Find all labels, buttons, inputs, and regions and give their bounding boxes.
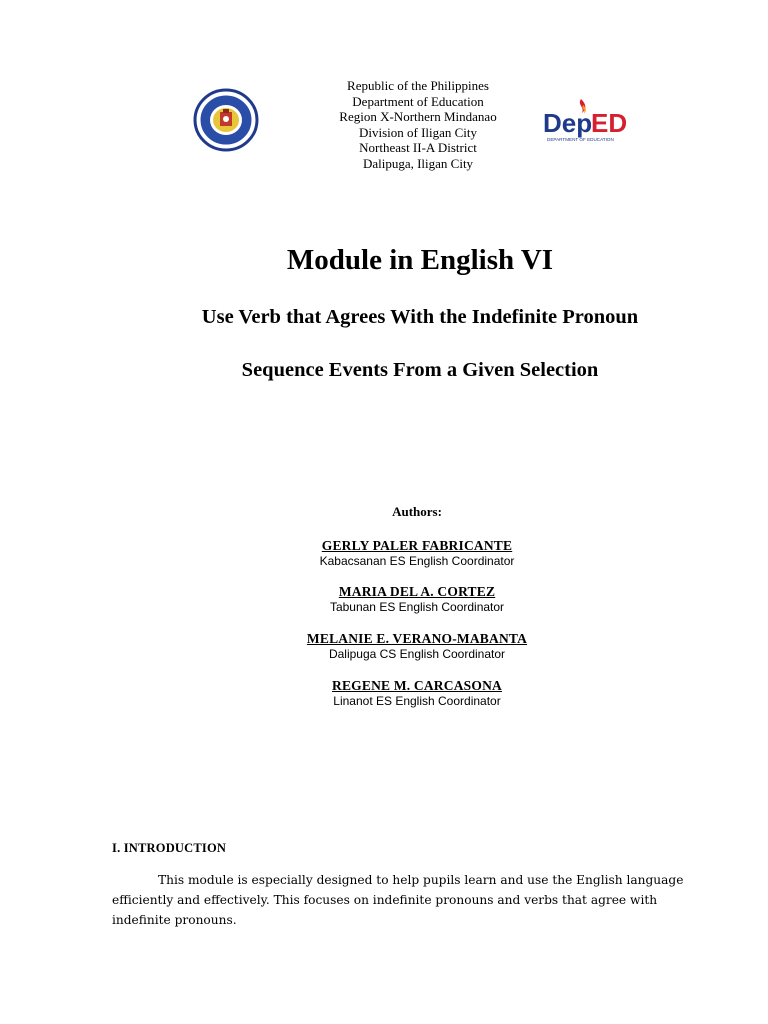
author-name: REGENE M. CARCASONA bbox=[332, 678, 502, 693]
authors-label: Authors: bbox=[392, 504, 442, 519]
author-name: MARIA DEL A. CORTEZ bbox=[338, 584, 496, 599]
author-name: MELANIE E. VERANO-MABANTA bbox=[306, 631, 528, 646]
header-line: Northeast II-A District bbox=[359, 140, 477, 156]
author-role: Tabunan ES English Coordinator bbox=[329, 600, 505, 614]
author-role: Linanot ES English Coordinator bbox=[333, 694, 501, 708]
header-line: Dalipuga, Iligan City bbox=[362, 155, 474, 171]
deped-logo-icon bbox=[541, 95, 639, 145]
header-line: Department of Education bbox=[352, 93, 484, 109]
introduction-heading: I. INTRODUCTION bbox=[112, 841, 227, 855]
subtitle-sequence-events: Sequence Events From a Given Selection bbox=[241, 359, 599, 381]
header-line: Region X-Northern Mindanao bbox=[339, 109, 497, 125]
header-line: Division of Iligan City bbox=[358, 124, 478, 140]
author-name: GERLY PALER FABRICANTE bbox=[321, 538, 513, 553]
deped-logo-text: Dep bbox=[543, 108, 593, 138]
page-title: Module in English VI bbox=[286, 244, 554, 276]
deped-logo-subtext: DEPARTMENT OF EDUCATION bbox=[547, 137, 614, 142]
svg-text:ED: ED bbox=[591, 108, 628, 138]
author-entry bbox=[0, 583, 768, 615]
introduction-body bbox=[112, 870, 722, 930]
deped-seal-icon bbox=[193, 88, 259, 152]
introduction-line: This module is especially designed to help pupils learn and use the English language bbox=[158, 873, 684, 887]
author-entry bbox=[0, 630, 768, 662]
header-block bbox=[268, 78, 568, 172]
author-entry bbox=[0, 537, 768, 569]
introduction-line: efficiently and effectively. This focuses on indefinite pronouns and verbs that agree with bbox=[112, 893, 658, 907]
author-role: Dalipuga CS English Coordinator bbox=[328, 647, 506, 661]
subtitle-verb-agreement: Use Verb that Agrees With the Indefinite Pronoun bbox=[201, 306, 639, 328]
author-entry bbox=[0, 677, 768, 709]
introduction-line: indefinite pronouns. bbox=[112, 913, 237, 927]
author-role: Kabacsanan ES English Coordinator bbox=[319, 554, 515, 568]
header-line: Republic of the Philippines bbox=[347, 78, 489, 93]
